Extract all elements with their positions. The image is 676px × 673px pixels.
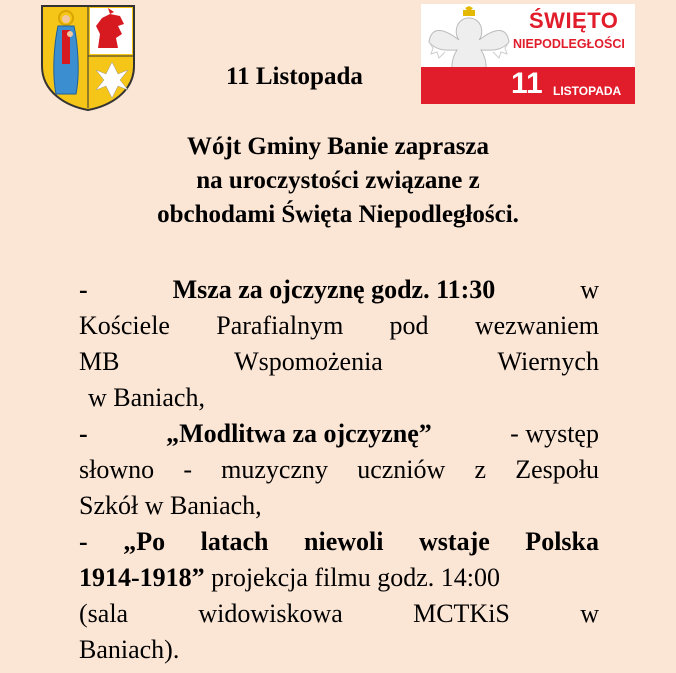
event-line: Szkół w Baniach, — [79, 491, 262, 520]
event-text: widowiskowa — [198, 599, 343, 628]
event-film-years: 1914-1918” — [79, 563, 205, 592]
event-list — [79, 272, 599, 668]
independence-day-badge — [421, 4, 635, 104]
event-text: MCTKiS — [413, 599, 510, 628]
coat-of-arms-logo — [40, 4, 136, 112]
event-mass-title: Msza za ojczyznę godz. 11:30 — [172, 275, 496, 304]
heading-line: na uroczystości związane z — [196, 167, 480, 194]
event-film-title: - „Po latach niewoli wstaje Polska — [79, 527, 599, 556]
event-text: Wspomożenia — [234, 347, 383, 376]
heading-line: obchodami Święta Niepodległości. — [157, 201, 519, 228]
event-line: słowno - muzyczny uczniów z Zespołu — [79, 455, 599, 484]
event-text: w — [580, 275, 599, 304]
event-line — [79, 560, 599, 596]
event-line — [79, 344, 599, 380]
event-line: w Baniach, — [88, 383, 205, 412]
badge-day: 11 — [511, 67, 543, 100]
badge-month: LISTOPADA — [553, 84, 622, 98]
invitation-heading — [60, 130, 616, 232]
event-line: Kościele Parafialnym pod wezwaniem — [79, 311, 599, 340]
event-text: MB — [79, 347, 120, 376]
event-prayer-title: „Modlitwa za ojczyznę” — [166, 419, 432, 448]
heading-line: Wójt Gminy Banie zaprasza — [186, 133, 490, 160]
event-text: (sala — [79, 599, 129, 628]
event-text: w — [580, 599, 599, 628]
event-text: projekcja filmu godz. 14:00 — [211, 563, 500, 592]
event-line — [79, 596, 599, 632]
event-line — [79, 416, 599, 452]
date-title: 11 Listopada — [226, 63, 363, 90]
badge-subtitle: NIEPODLEGŁOŚCI — [513, 37, 625, 51]
event-line — [79, 272, 599, 308]
event-text: - występ — [510, 419, 599, 448]
event-line: Baniach). — [79, 635, 180, 664]
event-line — [79, 524, 599, 560]
event-text: Wiernych — [497, 347, 599, 376]
badge-title: ŚWIĘTO — [529, 8, 619, 33]
event-dash: - — [79, 419, 88, 448]
event-dash: - — [79, 275, 88, 304]
